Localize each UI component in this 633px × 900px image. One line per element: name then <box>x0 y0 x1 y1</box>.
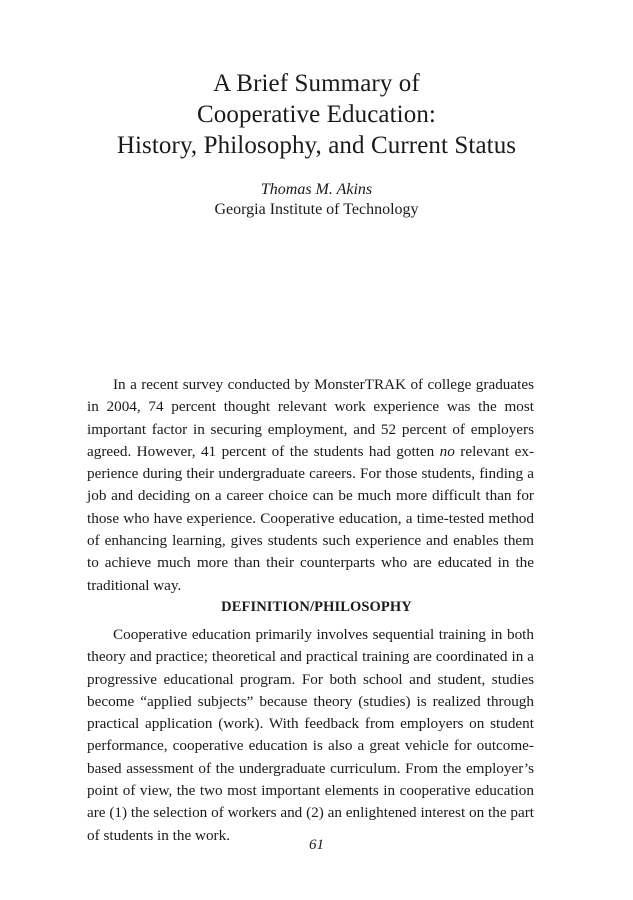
author-name: Thomas M. Akins <box>260 181 373 198</box>
intro-paragraph <box>87 374 534 597</box>
intro-text-start: In a recent survey conducted by MonsterTRAK of college graduates in 2004, 74 percent thought relevant work experience was the most important factor in securing employment, and 52 percent of employers agreed. However, 41 percent of the students had gotten <box>87 376 534 460</box>
section-heading: DEFINITION/PHILOSOPHY <box>221 599 412 615</box>
definition-paragraph <box>87 624 534 847</box>
intro-emphasis: no <box>439 442 455 460</box>
page-number: 61 <box>309 837 324 853</box>
title-line-1: A Brief Summary of <box>213 70 420 97</box>
intro-text-end: relevant experience during their undergraduate careers. For those students, finding a job and deciding on a career choice can be much more difficult than for those who have experience. Cooperative education, a time-tested method of enhancing learning, gives students such experience and enables them to achieve much more than their counterparts who are educated in the traditional way. <box>87 442 534 594</box>
title-line-2: Cooperative Education: <box>197 101 436 128</box>
author-affiliation: Georgia Institute of Technology <box>214 201 419 218</box>
article-title <box>0 68 633 161</box>
title-line-3: History, Philosophy, and Current Status <box>116 132 517 159</box>
definition-paragraph-text: Cooperative education primarily involves sequential training in both theory and practice; theoretical and practical training are coordinated in a progressive educational program. For both school and student, studies become “applied subjects” because theory (studies) is realized through practical application (work). With feedback from employers on student performance, cooperative education is also a great vehicle for outcome-based assessment of the undergraduate curriculum. From the employer’s point of view, the two most important elements in cooperative education are (1) the selection of workers and (2) an enlightened interest on the part of students in the work. <box>87 626 534 844</box>
